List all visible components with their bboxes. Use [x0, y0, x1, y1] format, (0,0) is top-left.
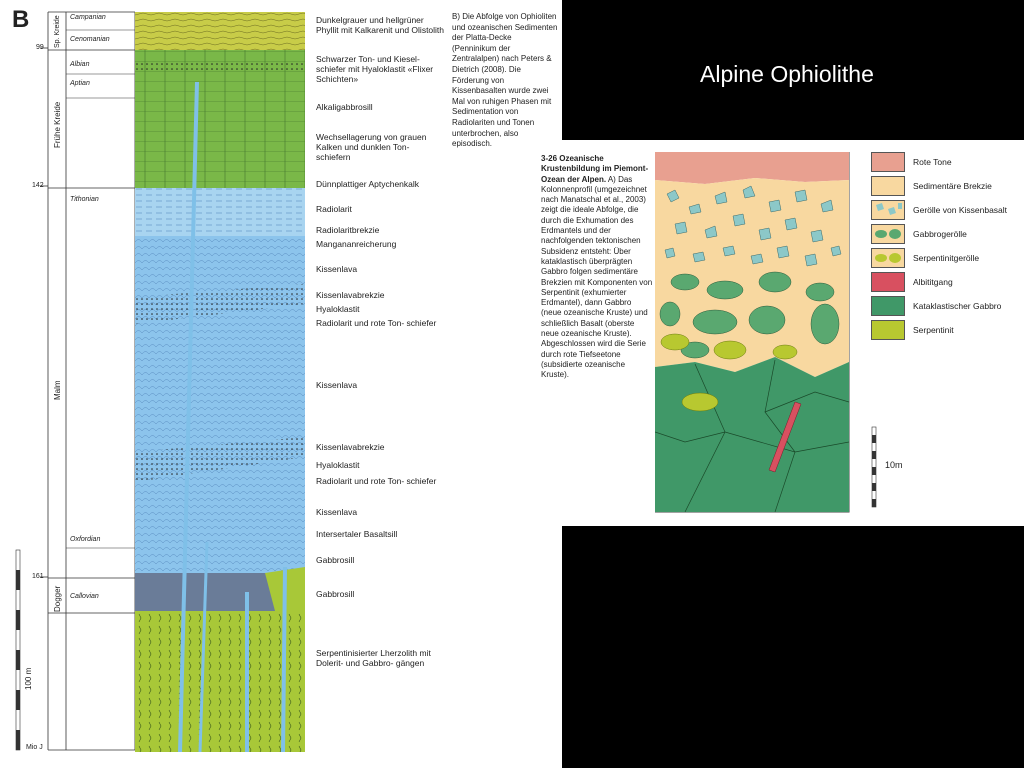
layer-label-10: Kissenlavabrekzie	[316, 290, 385, 300]
layer-label-14: Kissenlavabrekzie	[316, 442, 385, 452]
lithology-column	[135, 12, 305, 752]
panel-letter: B	[12, 6, 30, 33]
layer-label-2: Schwarzer Ton- und Kiesel- schiefer mit Hyaloklastit «Flixer Schichten»	[316, 54, 434, 84]
stage-tithonian: Tithonian	[70, 196, 99, 203]
legend-label-albititgang: Albititgang	[913, 277, 953, 287]
stage-aptian: Aptian	[70, 80, 90, 87]
stage-oxfordian: Oxfordian	[70, 536, 101, 543]
layer-label-17: Kissenlava	[316, 507, 358, 517]
layer-label-20: Gabbrosill	[316, 589, 355, 599]
layer-label-6: Radiolarit	[316, 204, 352, 214]
legend-swatch-gabbro	[871, 296, 905, 316]
legend-label-brekzie: Sedimentäre Brekzie	[913, 181, 992, 191]
legend-label-gabbro: Kataklastischer Gabbro	[913, 301, 1002, 311]
scale-label-100m: 100 m	[24, 667, 33, 690]
legend-label-gabbrogeroelle: Gabbrogerölle	[913, 229, 967, 239]
period-fruehe-kreide: Frühe Kreide	[53, 101, 62, 148]
layer-label-19: Gabbrosill	[316, 555, 355, 565]
layer-label-16: Radiolarit und rote Ton- schiefer	[316, 476, 437, 486]
layer-label-7: Radiolaritbrekzie	[316, 225, 380, 235]
figure-326-caption-text: A) Das Kolonnenprofil (umgezeichnet nach Manatschal et al., 2003) zeigt die ideale Abfolge, die durch die Exhumation des Erdmantels und der nachfolgenden tektonischen Subsidenz entsteht: Über kataklastisch überprägten Gabbro folgen sedimentäre Brekzien mit Komponenten von Serpentinit (exhumierter Erdmantel), dann Gabbro (neue ozeanische Kruste) und schließlich Basalt (oberste neue ozeanische Kruste). Abgeschlossen wird die Serie durch rote Tiefseetone (subsidierte ozeanische Kruste).	[541, 174, 653, 380]
stage-cenomanian: Cenomanian	[70, 36, 110, 43]
stage-callovian: Callovian	[70, 593, 99, 600]
time-axis	[0, 0, 140, 768]
legend-swatch-kissenbasalt	[871, 200, 905, 220]
layer-label-5: Dünnplattiger Aptychenkalk	[316, 179, 420, 189]
age-142: 142	[32, 182, 44, 189]
layer-label-12: Radiolarit und rote Ton- schiefer	[316, 318, 437, 328]
period-dogger: Dogger	[53, 585, 62, 612]
legend-label-rote-tone: Rote Tone	[913, 157, 952, 167]
scale-label-10m: 10m	[885, 460, 903, 470]
figure-326-caption-title: 3-26 Ozeanische Krustenbildung im Piemont-Ozean der Alpen.	[541, 154, 649, 184]
crust-column	[655, 152, 851, 514]
layer-label-9: Kissenlava	[316, 264, 358, 274]
stage-albian: Albian	[70, 61, 90, 68]
legend-swatch-serpentinitgeroelle	[871, 248, 905, 268]
legend-swatch-albititgang	[871, 272, 905, 292]
legend-swatch-gabbrogeroelle	[871, 224, 905, 244]
period-sp-kreide: Sp. Kreide	[54, 15, 61, 48]
layer-label-15: Hyaloklastit	[316, 460, 360, 470]
stage-campanian: Campanian	[70, 14, 106, 21]
legend-swatch-rote-tone	[871, 152, 905, 172]
layer-label-13: Kissenlava	[316, 380, 358, 390]
legend-label-kissenbasalt: Gerölle von Kissenbasalt	[913, 205, 1008, 215]
legend-label-serpentinitgeroelle: Serpentinitgerölle	[913, 253, 980, 263]
legend-swatch-serpentinit	[871, 320, 905, 340]
legend-label-serpentinit: Serpentinit	[913, 325, 954, 335]
legend-swatch-brekzie	[871, 176, 905, 196]
age-bottom: Mio J	[26, 744, 43, 751]
slide-title: Alpine Ophiolithe	[700, 61, 874, 87]
panel-b-caption: B) Die Abfolge von Ophioliten und ozeanischen Sedimenten der Platta-Decke (Penninikum der Zentralalpen) nach Peters & Dietrich (2008). Die Förderung von Kissenbasalten wurde zwei Mal von ruhigen Phasen mit Sedimentation von Radiolariten und Tonen unterbrochen, also episodisch.	[452, 12, 558, 149]
layer-label-21: Serpentinisierter Lherzolith mit Dolerit- und Gabbro- gängen	[316, 648, 431, 668]
figure-326-page	[533, 140, 1024, 526]
period-malm: Malm	[53, 380, 62, 400]
layer-label-18: Intersertaler Basaltsill	[316, 529, 398, 539]
age-99: 99	[36, 44, 44, 51]
layer-label-8: Mangananreicherung	[316, 239, 397, 249]
layer-label-4: Wechsellagerung von grauen Kalken und dunklen Ton- schiefern	[316, 132, 427, 162]
layer-label-3: Alkaligabbrosill	[316, 102, 373, 112]
figure-326-caption	[541, 154, 653, 381]
layer-label-1: Dunkelgrauer und hellgrüner Phyllit mit Kalkarenit und Olistolith	[316, 15, 445, 35]
age-161: 161	[32, 573, 44, 580]
layer-label-11: Hyaloklastit	[316, 304, 360, 314]
scale-bar-10m	[871, 426, 879, 510]
